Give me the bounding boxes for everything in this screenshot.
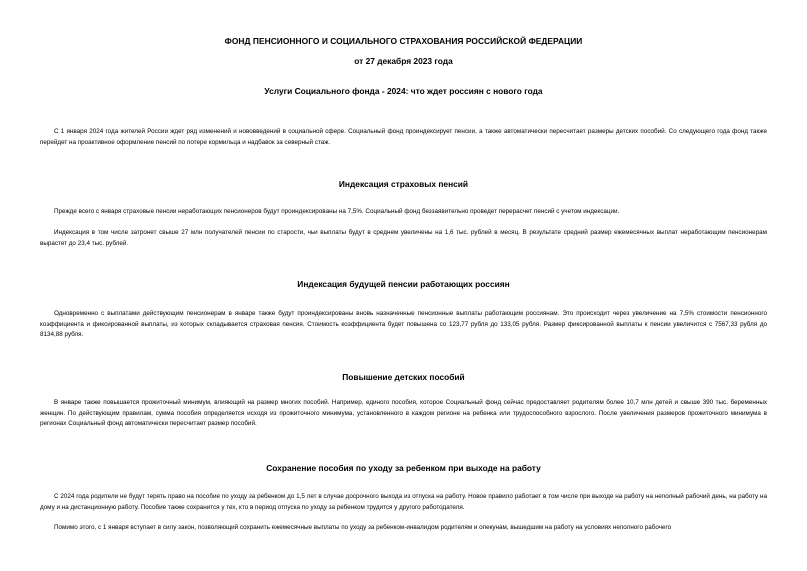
section-paragraph: Помимо этого, с 1 января вступает в силу закон, позволяющий сохранить ежемесячные выплаты по уходу за ребенком-инвалидом родителям и опекунам, вышедшим на работу на условиях неполного рабочего [54, 524, 672, 531]
section-paragraph: Индексация в том числе затронет свыше 27 млн получателей пенсии по старости, чьи выплаты будут в среднем увеличены на 1,6 тыс. рублей в месяц. В результате средний размер ежемесячных выплат неработающим пенсионерам вырастет до 23,4 тыс. рублей. [40, 229, 767, 247]
section-heading-pension-indexation: Индексация страховых пенсий [338, 179, 469, 189]
section-heading-future-pension: Индексация будущей пенсии работающих россиян [297, 279, 510, 289]
section-paragraph: В январе также повышается прожиточный минимум, влияющий на размер многих пособий. Например, единого пособия, которое Социальный фонд сейчас предоставляет родителям более 10,7 млн детей и свыше 390 тыс. беременных женщин. По действующим правилам, сумма пособия определяется исходя из прожиточного минимума, установленного в каждом регионе на ребенка или трудоспособного взрослого. После увеличения размеров прожиточного минимума в регионах Социальный фонд автоматически пересчитает размер пособий. [40, 399, 767, 427]
section-heading-child-benefits: Повышение детских пособий [342, 372, 465, 382]
section-paragraph: С 2024 года родители не будут терять право на пособие по уходу за ребенком до 1,5 лет в случае досрочного выхода из отпуска на работу. Новое правило работает в том числе при выходе на работу на неполный рабочий день, на работу на дому и на дистанционную работу. Пособие также сохранится у тех, кто в период отпуска по уходу за ребенком трудится у другого работодателя. [40, 493, 767, 511]
document-date: от 27 декабря 2023 года [354, 56, 453, 66]
intro-paragraph: С 1 января 2024 года жителей России ждет ряд изменений и нововведений в социальной сфере. Социальный фонд проиндексирует пенсии, а также автоматически пересчитает размеры детских пособий. Со следующего года фонд также перейдет на проактивное оформление пенсий по потере кормильца и надбавок за северный стаж. [40, 128, 767, 146]
section-paragraph: Одновременно с выплатами действующим пенсионерам в январе также будут проиндексированы вновь назначенные пенсионные выплаты работающим россиянам. Это происходит через увеличение на 7,5% стоимости пенсионного коэффициента и фиксированной выплаты, из которых складывается страховая пенсия. Стоимость коэффициента будет повышена со 123,77 рубля до 133,05 рубля. Размер фиксированной выплаты к пенсии увеличится с 7567,33 рубля до 8134,88 рубля. [40, 310, 767, 338]
document-title: Услуги Социального фонда - 2024: что ждет россиян с нового года [264, 86, 543, 96]
organization-header: ФОНД ПЕНСИОННОГО И СОЦИАЛЬНОГО СТРАХОВАНИЯ РОССИЙСКОЙ ФЕДЕРАЦИИ [224, 36, 583, 46]
section-heading-childcare-allowance: Сохранение пособия по уходу за ребенком при выходе на работу [266, 463, 541, 473]
section-paragraph: Прежде всего с января страховые пенсии неработающих пенсионеров будут проиндексированы на 7,5%. Социальный фонд беззаявительно проведет перерасчет пенсий с учетом индексации. [54, 208, 620, 215]
